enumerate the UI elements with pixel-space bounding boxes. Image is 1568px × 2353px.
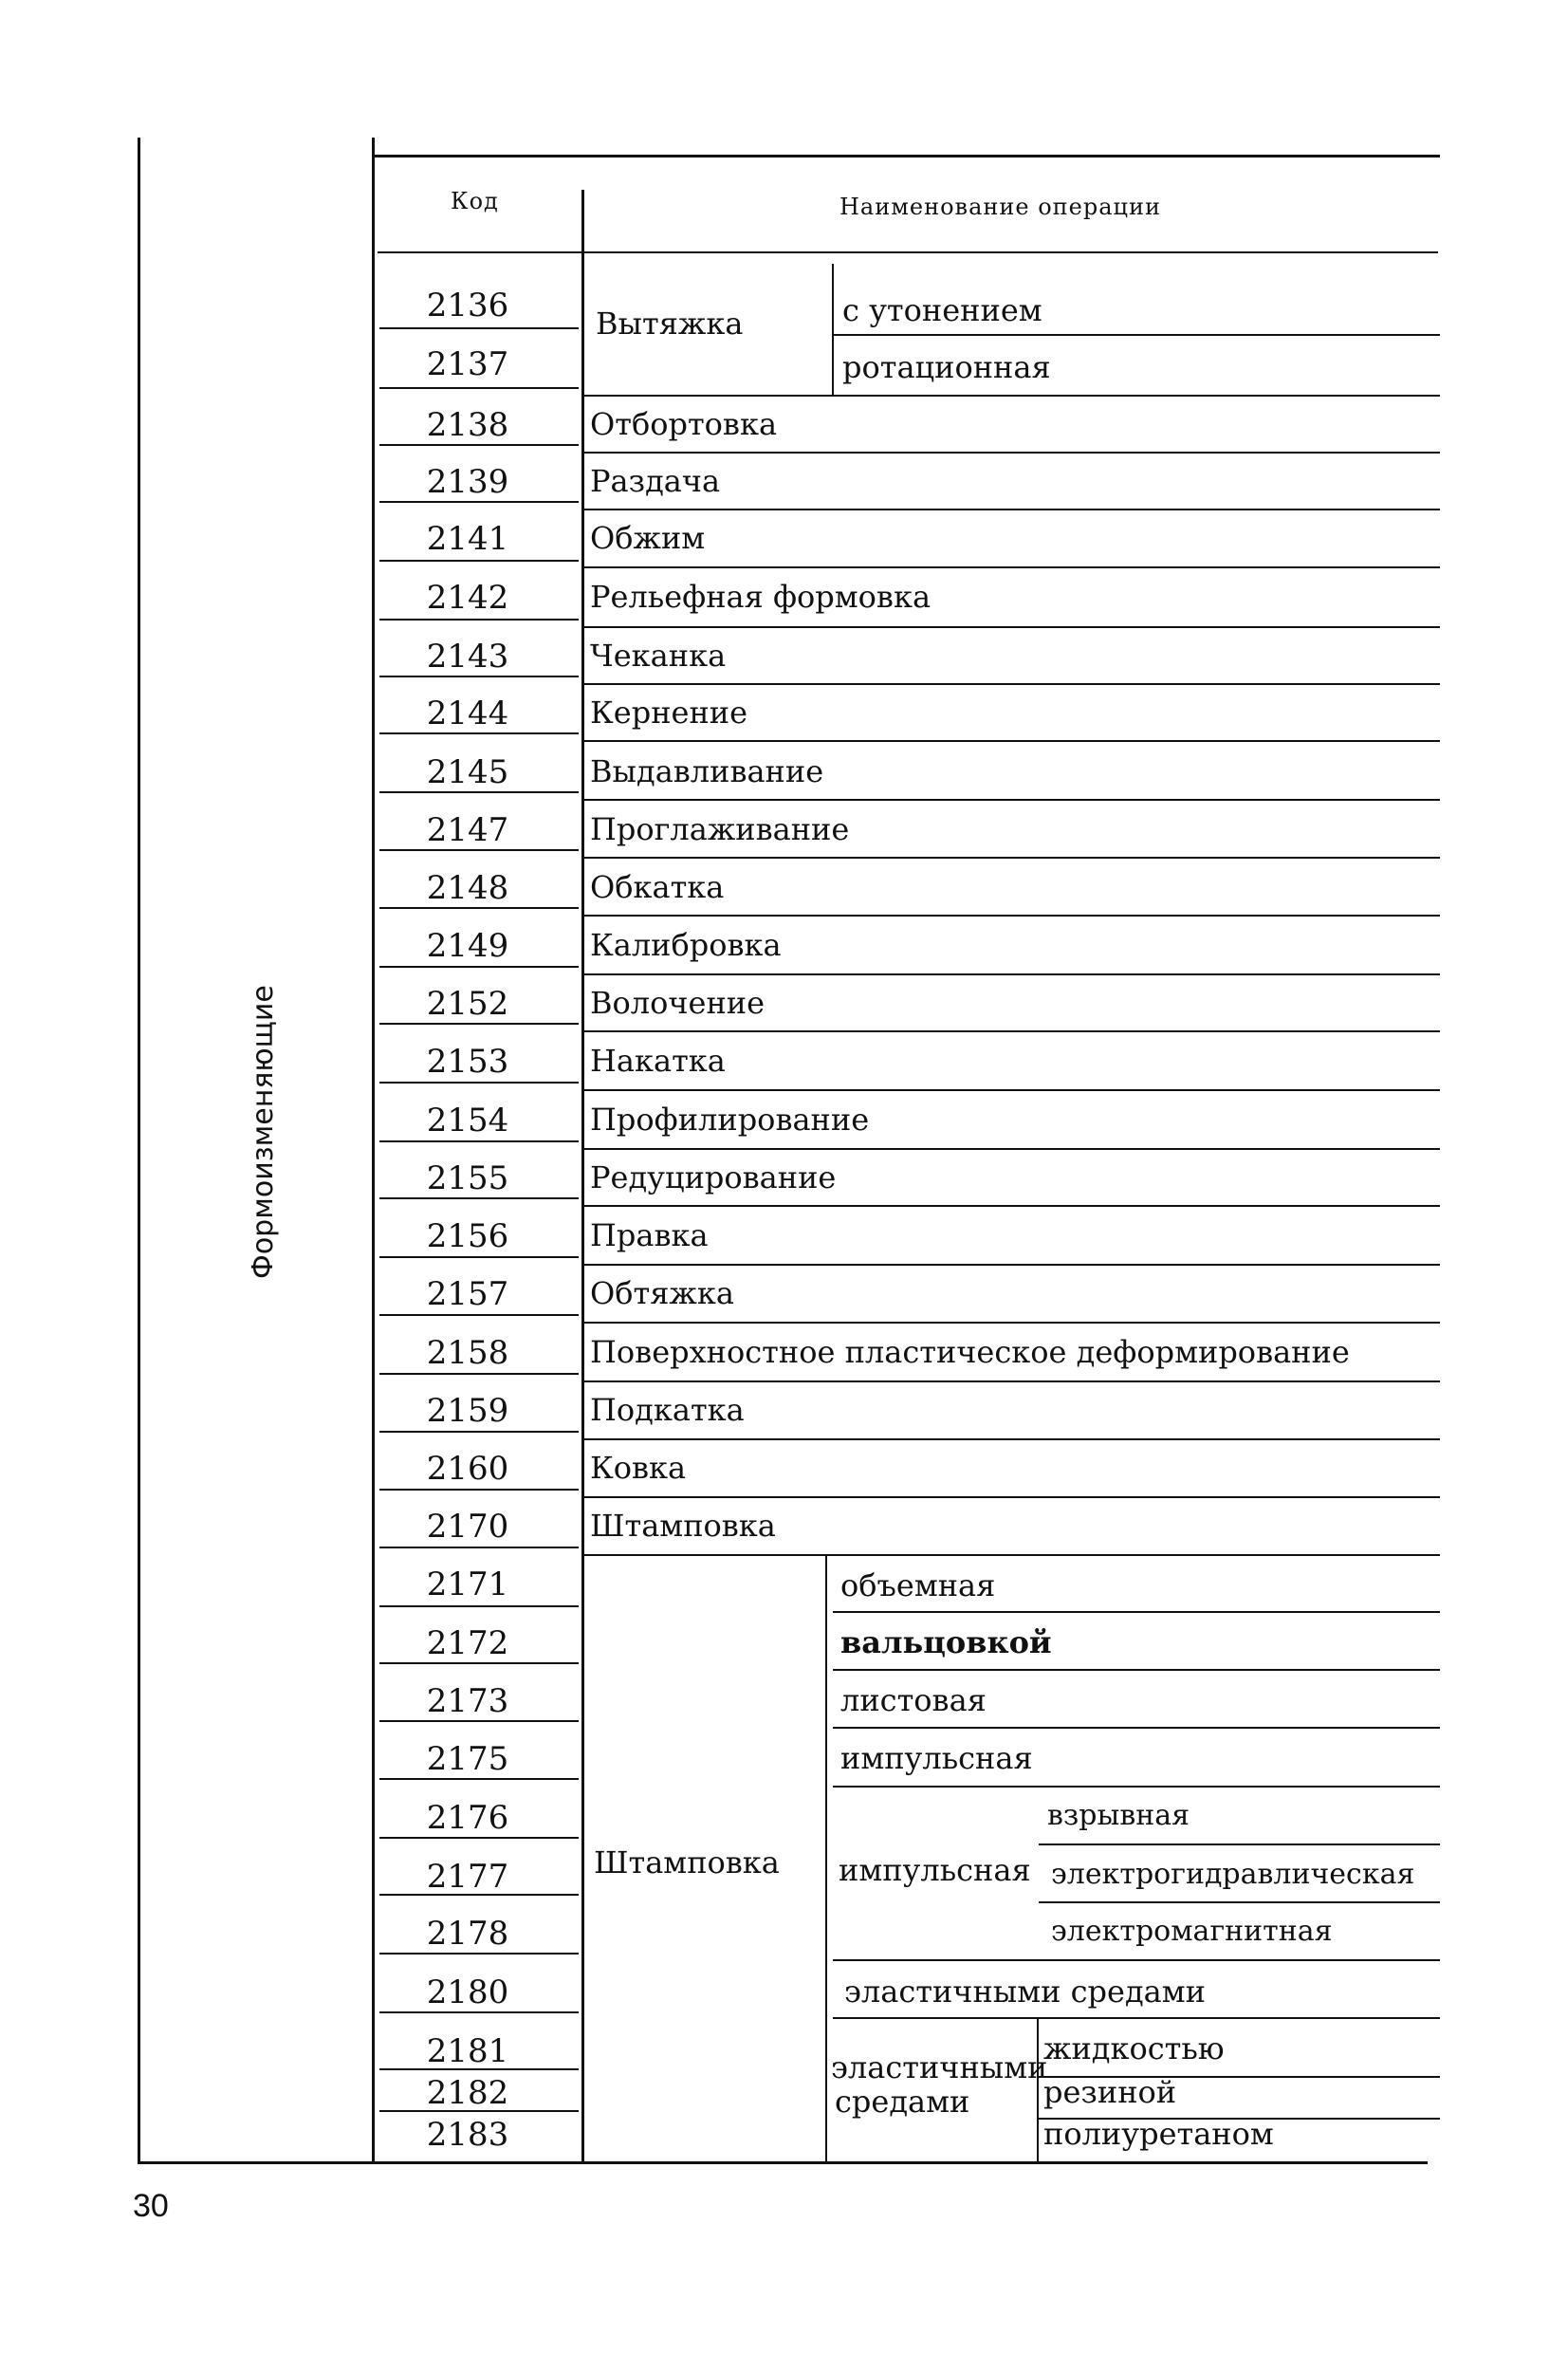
code-row-line <box>379 327 579 329</box>
code-cell: 2159 <box>426 1392 509 1430</box>
code-row-line <box>379 732 579 734</box>
code-cell: 2138 <box>426 406 509 444</box>
code-row-line <box>379 1256 579 1258</box>
code-cell: 2177 <box>426 1858 509 1896</box>
code-cell: 2141 <box>426 520 509 558</box>
name-line <box>584 1030 1440 1032</box>
op-name: электрогидравлическая <box>1051 1858 1415 1891</box>
name-line <box>833 1669 1440 1671</box>
name-line <box>584 1322 1440 1324</box>
op-name: Правка <box>590 1217 709 1253</box>
code-row-line <box>379 1314 579 1316</box>
name-line <box>584 1089 1440 1091</box>
code-cell: 2170 <box>426 1508 509 1546</box>
name-line <box>584 973 1440 975</box>
code-row-line <box>379 1837 579 1839</box>
code-row-line <box>379 444 579 446</box>
code-cell: 2178 <box>426 1915 509 1953</box>
op-name: листовая <box>840 1682 987 1718</box>
code-cell: 2182 <box>426 2074 509 2112</box>
code-row-line <box>379 791 579 793</box>
code-row-line <box>379 1373 579 1375</box>
code-row-line <box>379 1953 579 1955</box>
op-name: Редуцирование <box>590 1159 837 1195</box>
name-line <box>1039 1843 1440 1845</box>
code-cell: 2155 <box>426 1159 509 1197</box>
code-cell: 2142 <box>426 579 509 617</box>
code-cell: 2143 <box>426 638 509 676</box>
op-name: Проглаживание <box>590 811 850 847</box>
name-line <box>833 1611 1440 1613</box>
code-cell: 2149 <box>426 927 509 965</box>
group-label: Формоизменяющие <box>247 985 280 1279</box>
op-name: Раздача <box>590 463 721 499</box>
code-cell: 2139 <box>426 463 509 501</box>
code-row-line <box>379 1431 579 1433</box>
op-name: Калибровка <box>590 927 782 963</box>
code-cell: 2147 <box>426 811 509 849</box>
name-line <box>833 1786 1440 1788</box>
op-name: Кернение <box>590 695 748 731</box>
op-name: Обжим <box>590 520 706 556</box>
code-cell: 2154 <box>426 1102 509 1139</box>
subgroup-divider <box>832 264 834 395</box>
name-line <box>584 915 1440 917</box>
code-cell: 2137 <box>426 345 509 383</box>
name-line <box>584 1554 1440 1556</box>
subgroup-divider <box>825 1556 827 2163</box>
op-name: Обкатка <box>590 869 725 905</box>
op-name: с утонением <box>842 292 1042 328</box>
frame-bottom-line <box>138 2161 1428 2164</box>
op-name: Выдавливание <box>590 753 824 789</box>
name-line <box>584 452 1440 454</box>
op-name: взрывная <box>1047 1799 1190 1832</box>
code-row-line <box>379 1778 579 1780</box>
name-line <box>584 509 1440 510</box>
op-name: Накатка <box>590 1043 726 1079</box>
code-cell: 2144 <box>426 695 509 732</box>
name-line <box>584 1264 1440 1266</box>
op-name: электромагнитная <box>1051 1915 1333 1948</box>
name-line <box>584 1205 1440 1207</box>
header-bottom-line <box>378 251 1438 253</box>
name-line <box>584 626 1440 628</box>
name-line <box>584 683 1440 685</box>
code-row-line <box>379 1720 579 1722</box>
code-row-line <box>379 1082 579 1084</box>
code-cell: 2148 <box>426 869 509 907</box>
name-line <box>833 2017 1440 2019</box>
page-number: 30 <box>133 2188 169 2224</box>
op-name: Вытяжка <box>596 306 744 342</box>
op-name: Чеканка <box>590 638 727 674</box>
header-operation-name: Наименование операции <box>839 194 1161 220</box>
code-cell: 2160 <box>426 1450 509 1488</box>
op-name: жидкостью <box>1043 2030 1225 2066</box>
code-row-line <box>379 1140 579 1142</box>
code-cell: 2153 <box>426 1043 509 1081</box>
code-row-line <box>379 1662 579 1664</box>
code-cell: 2176 <box>426 1799 509 1837</box>
code-cell: 2180 <box>426 1973 509 2011</box>
op-name: Волочение <box>590 985 766 1021</box>
op-name: вальцовкой <box>840 1624 1052 1660</box>
code-row-line <box>379 1605 579 1607</box>
op-name: эластичными средами <box>844 1973 1206 2010</box>
code-row-line <box>379 907 579 909</box>
code-row-line <box>379 966 579 968</box>
op-name: объемная <box>840 1567 996 1603</box>
op-name: Рельефная формовка <box>590 579 932 615</box>
code-cell: 2158 <box>426 1334 509 1372</box>
code-cell: 2145 <box>426 753 509 791</box>
name-line <box>584 1438 1440 1440</box>
code-cell: 2157 <box>426 1275 509 1313</box>
code-row-line <box>379 1197 579 1199</box>
code-cell: 2173 <box>426 1682 509 1720</box>
code-row-line <box>379 1023 579 1025</box>
name-line <box>833 1959 1440 1961</box>
op-name: полиуретаном <box>1043 2116 1274 2152</box>
code-cell: 2183 <box>426 2116 509 2154</box>
code-column-divider <box>581 190 584 2163</box>
code-cell: 2181 <box>426 2032 509 2070</box>
code-row-line <box>379 1489 579 1491</box>
name-line <box>833 334 1440 336</box>
name-line <box>584 857 1440 859</box>
op-name: Штамповка <box>590 1508 776 1544</box>
name-line <box>584 799 1440 801</box>
code-row-line <box>379 676 579 677</box>
code-row-line <box>379 849 579 851</box>
code-row-line <box>379 387 579 389</box>
code-row-line <box>379 501 579 503</box>
op-name: импульсная <box>840 1740 1033 1776</box>
name-line <box>584 740 1440 742</box>
op-name: Обтяжка <box>590 1275 734 1311</box>
code-cell: 2171 <box>426 1566 509 1603</box>
subgroup-divider <box>1037 2017 1039 2163</box>
op-group-name: импульсная <box>839 1852 1031 1888</box>
code-cell: 2172 <box>426 1624 509 1662</box>
op-name: Поверхностное пластическое деформирование <box>590 1334 1350 1370</box>
name-line <box>584 1496 1440 1498</box>
op-group-name: эластичными <box>831 2049 1048 2085</box>
name-line <box>584 395 1440 397</box>
code-row-line <box>379 1547 579 1548</box>
op-name: ротационная <box>842 349 1051 385</box>
name-line <box>584 1148 1440 1150</box>
name-line <box>584 1380 1440 1382</box>
op-group-name: Штамповка <box>594 1844 780 1881</box>
op-name: Профилирование <box>590 1102 870 1138</box>
frame-left-line <box>138 138 140 2163</box>
header-code: Код <box>451 188 499 214</box>
op-name: резиной <box>1043 2074 1177 2110</box>
op-group-name: средами <box>835 2084 970 2120</box>
op-name: Отбортовка <box>590 406 778 442</box>
code-cell: 2152 <box>426 985 509 1023</box>
frame-top-line <box>372 155 1440 157</box>
code-cell: 2156 <box>426 1217 509 1255</box>
code-row-line <box>379 2011 579 2013</box>
code-row-line <box>379 560 579 562</box>
name-line <box>833 1727 1440 1729</box>
name-line <box>584 566 1440 568</box>
op-name: Подкатка <box>590 1392 745 1428</box>
op-name: Ковка <box>590 1450 687 1486</box>
name-line <box>1039 1901 1440 1903</box>
code-cell: 2175 <box>426 1740 509 1778</box>
code-cell: 2136 <box>426 287 509 324</box>
code-row-line <box>379 619 579 621</box>
